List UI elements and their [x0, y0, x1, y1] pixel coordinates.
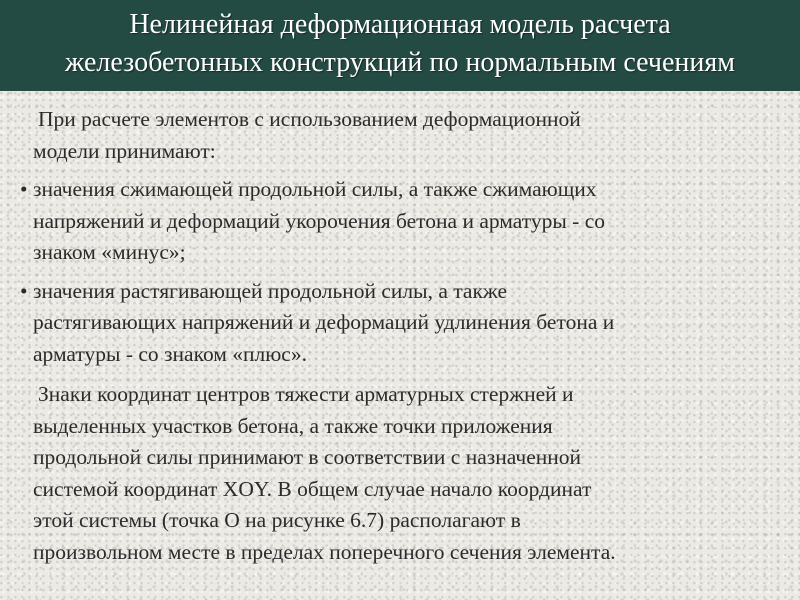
- bullet-line: значения растягивающей продольной силы, а также: [33, 278, 508, 303]
- bullet-line: значения сжимающей продольной силы, а также сжимающих: [33, 177, 597, 201]
- title-bar: [0, 0, 800, 91]
- paragraph-line: этой системы (точка О на рисунке 6.7) располагают в: [33, 508, 521, 532]
- paragraph-line: выделенных участков бетона, а также точки приложения: [33, 413, 553, 438]
- bullet-line: знаком «минус»;: [33, 240, 186, 264]
- paragraph-line: продольной силы принимают в соответствии с назначенной: [33, 445, 582, 469]
- slide-title-line-1: Нелинейная деформационная модель расчета: [129, 9, 671, 40]
- intro-line: модели принимают:: [33, 138, 216, 163]
- intro-line: При расчете элементов с использованием деформационной: [38, 107, 581, 131]
- slide-body: [0, 104, 800, 568]
- intro-paragraph: [0, 104, 800, 167]
- bullet-item-tension: [0, 276, 800, 371]
- bullet-dot-icon: •: [20, 278, 28, 303]
- bullet-item-compression: [0, 174, 800, 269]
- bullet-dot-icon: •: [20, 177, 28, 201]
- paragraph-line: произвольном месте в пределах поперечного сечения элемента.: [33, 539, 616, 564]
- bullet-line: растягивающих напряжений и деформаций удлинения бетона и: [33, 310, 615, 334]
- coordinates-paragraph: [0, 379, 800, 568]
- bullet-line: арматуры - со знаком «плюс».: [33, 341, 307, 366]
- paragraph-line: системой координат XOY. В общем случае начало координат: [33, 476, 592, 501]
- slide-title-line-2: железобетонных конструкций по нормальным сечениям: [65, 47, 735, 78]
- bullet-line: напряжений и деформаций укорочения бетона и арматуры - со: [33, 208, 606, 233]
- paragraph-line: Знаки координат центров тяжести арматурных стержней и: [38, 382, 574, 406]
